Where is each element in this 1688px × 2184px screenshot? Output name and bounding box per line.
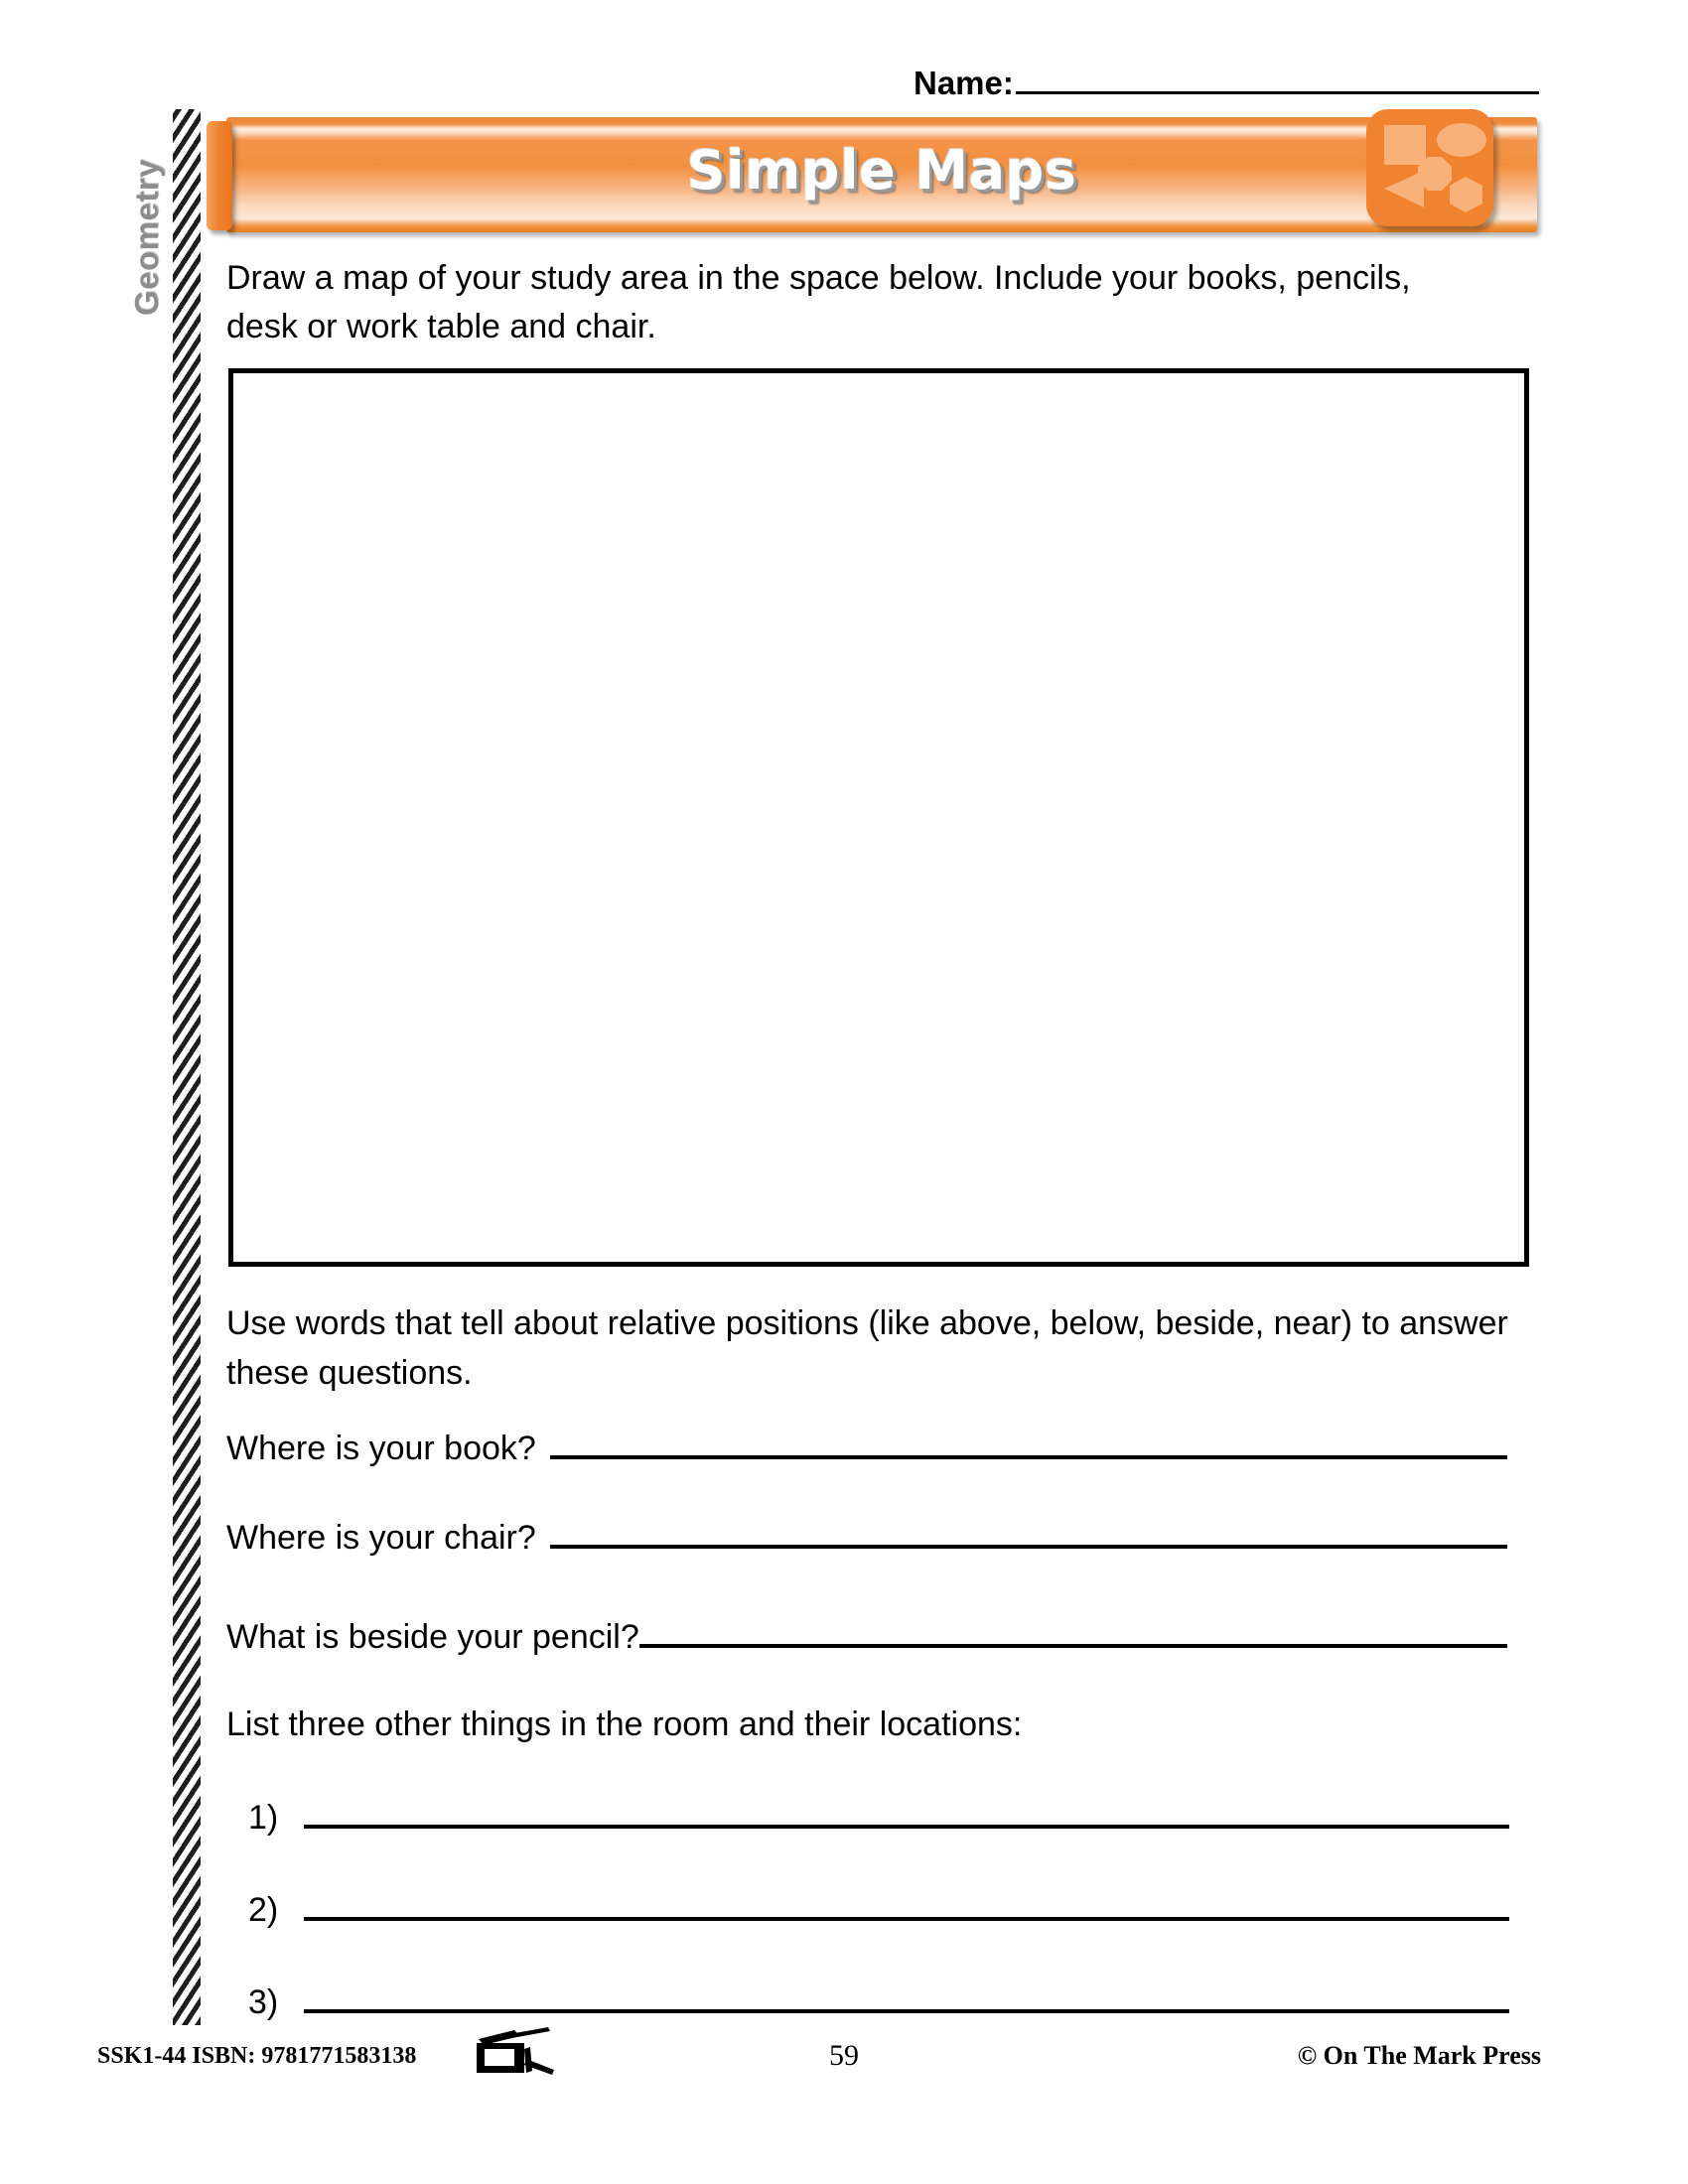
- main-instruction: Draw a map of your study area in the space below. Include your books, pencils, desk or work table and chair.: [226, 259, 1411, 345]
- copyright-notice: © On The Mark Press: [1297, 2041, 1541, 2070]
- list-answer-blank-3[interactable]: [304, 1983, 1509, 2013]
- question-answer-blank-1[interactable]: [550, 1430, 1507, 1459]
- name-field-row: [914, 62, 1539, 102]
- question-row-2: [226, 1519, 1507, 1558]
- list-number-3: 3): [248, 1983, 279, 2021]
- list-answer-blank-1[interactable]: [304, 1799, 1509, 1829]
- square-shape-icon: [1384, 125, 1426, 165]
- question-row-3: [226, 1618, 1507, 1657]
- sidebar-stripe-band: [173, 109, 201, 2025]
- page-title: Simple Maps: [686, 139, 1077, 202]
- hexagon-shape-icon: [1450, 177, 1482, 212]
- ellipse-shape-icon: [1437, 123, 1486, 157]
- footer-code: SSK1-44 ISBN: 9781771583138: [97, 2043, 417, 2069]
- title-banner: [207, 117, 1537, 234]
- geometry-shapes-svg: [1366, 109, 1493, 226]
- question-row-1: [226, 1430, 1507, 1468]
- triangle-left-shape-icon: [1384, 171, 1424, 207]
- question-answer-blank-3[interactable]: [639, 1618, 1507, 1648]
- question-label-3: What is beside your pencil?: [226, 1618, 639, 1656]
- list-item-1: [248, 1799, 1509, 1838]
- list-number-2: 2): [248, 1891, 279, 1929]
- banner-left-cap: [207, 121, 232, 230]
- question-answer-blank-2[interactable]: [550, 1519, 1507, 1549]
- question-label-1: Where is your book?: [226, 1430, 536, 1467]
- list-item-3: [248, 1983, 1509, 2022]
- question-label-2: Where is your chair?: [226, 1519, 536, 1557]
- relative-position-instruction: Use words that tell about relative positions (like above, below, beside, near) to answer these questions.: [226, 1304, 1508, 1392]
- name-label: Name:: [914, 65, 1014, 101]
- sidebar-section-tab: [117, 109, 177, 397]
- name-input-blank[interactable]: [1016, 62, 1539, 94]
- list-number-1: 1): [248, 1799, 279, 1837]
- list-item-2: [248, 1891, 1509, 1930]
- sidebar-section-label: Geometry: [128, 158, 165, 317]
- geometry-shapes-icon: [1366, 109, 1493, 226]
- list-answer-blank-2[interactable]: [304, 1891, 1509, 1921]
- list-heading: List three other things in the room and their locations:: [226, 1706, 1023, 1743]
- drawing-area[interactable]: [228, 368, 1529, 1267]
- page-number: 59: [829, 2039, 859, 2072]
- banner-body: [226, 117, 1537, 232]
